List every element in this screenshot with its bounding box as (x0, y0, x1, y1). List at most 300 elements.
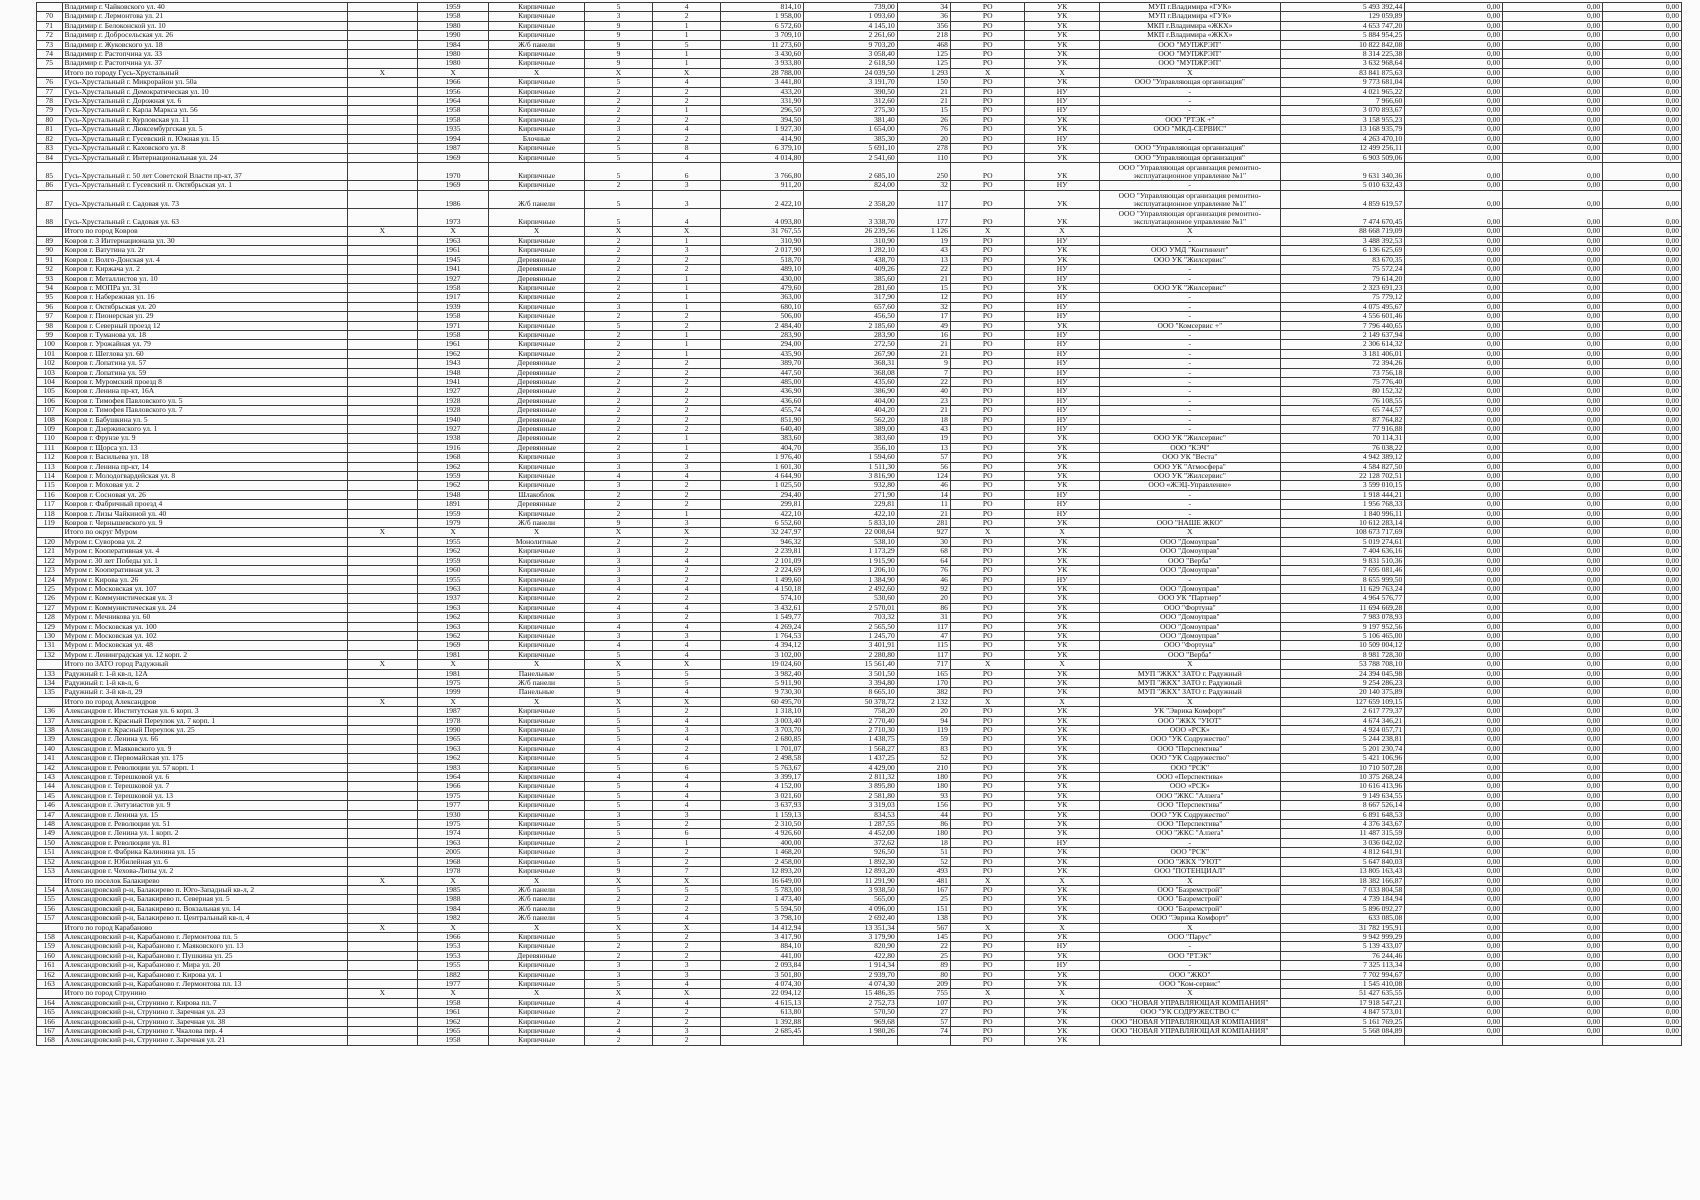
floor-count-cell: 5 (584, 914, 652, 923)
cost-col-2-cell: 0,00 (1503, 1027, 1603, 1036)
housing-register-table (36, 2, 1682, 1046)
entrance-count-cell: X (653, 697, 721, 706)
fund-method-cell: РО (950, 144, 1024, 153)
group-marker-cell (347, 885, 417, 894)
group-marker-cell (347, 791, 417, 800)
table-row (37, 265, 1682, 274)
entrance-count-cell: 1 (653, 509, 721, 518)
total-area-cell: 3 501,80 (721, 970, 804, 979)
wall-material-cell: Ж/б панели (489, 40, 585, 49)
cost-col-3-cell: 0,00 (1603, 584, 1682, 593)
management-organization-cell: МКП г.Владимира «ЖКХ» (1099, 21, 1280, 30)
residential-area-cell: 3 338,70 (804, 209, 898, 227)
floor-count-cell: 3 (584, 556, 652, 565)
management-organization-cell: МУП "ЖКХ" ЗАТО г. Радужный (1099, 688, 1280, 697)
floor-count-cell: 3 (584, 302, 652, 311)
build-year-cell: 1965 (417, 735, 488, 744)
total-area-cell: 6 552,60 (721, 519, 804, 528)
floor-count-cell: 9 (584, 40, 652, 49)
cost-col-3-cell: 0,00 (1603, 744, 1682, 753)
cost-col-1-cell: 0,00 (1405, 697, 1503, 706)
cost-col-3-cell: 0,00 (1603, 396, 1682, 405)
repair-cost-cell: 9 254 286,23 (1280, 678, 1404, 687)
register-rows (37, 3, 1682, 1046)
wall-material-cell: X (489, 876, 585, 885)
cost-col-1-cell: 0,00 (1405, 12, 1503, 21)
total-area-cell: 3 021,60 (721, 791, 804, 800)
wall-material-cell: Деревянные (489, 500, 585, 509)
cost-col-2-cell: 0,00 (1503, 688, 1603, 697)
cost-col-1-cell: 0,00 (1405, 144, 1503, 153)
repair-cost-cell: 9 149 634,55 (1280, 791, 1404, 800)
fund-method-cell: РО (950, 59, 1024, 68)
table-row (37, 1017, 1682, 1026)
fund-method-cell: X (950, 68, 1024, 77)
residential-area-cell: 368,31 (804, 359, 898, 368)
table-row (37, 453, 1682, 462)
repair-cost-cell: 4 653 747,20 (1280, 21, 1404, 30)
house-address-cell: Ковров г. Октябрьская ул. 20 (62, 302, 347, 311)
cost-col-2-cell: 0,00 (1503, 519, 1603, 528)
fund-method-cell: РО (950, 1008, 1024, 1017)
group-marker-cell (347, 613, 417, 622)
entrance-count-cell: 3 (653, 970, 721, 979)
residential-area-cell: 3 191,70 (804, 78, 898, 87)
table-row (37, 631, 1682, 640)
house-address-cell: Александров г. Ленина ул. 66 (62, 735, 347, 744)
cost-col-1-cell: 0,00 (1405, 801, 1503, 810)
residential-area-cell: 409,26 (804, 265, 898, 274)
cost-col-2-cell: 0,00 (1503, 396, 1603, 405)
repair-cost-cell: 1 840 996,11 (1280, 509, 1404, 518)
cost-col-3-cell: 0,00 (1603, 368, 1682, 377)
entrance-count-cell: 2 (653, 1036, 721, 1045)
residential-area-cell: 386,90 (804, 387, 898, 396)
resident-count-cell: 11 (897, 500, 950, 509)
house-address-cell: Ковров г. Молодогвардейская ул. 8 (62, 472, 347, 481)
repair-cost-cell: 4 859 619,57 (1280, 190, 1404, 208)
wall-material-cell: Ж/б панели (489, 678, 585, 687)
fund-method-cell: РО (950, 942, 1024, 951)
residential-area-cell: 438,70 (804, 255, 898, 264)
management-organization-cell: ООО "УК СОДРУЖЕСТВО С" (1099, 1008, 1280, 1017)
floor-count-cell: 5 (584, 754, 652, 763)
house-address-cell: Муром г. Коммунистическая ул. 3 (62, 594, 347, 603)
floor-count-cell: 2 (584, 106, 652, 115)
build-year-cell: 1999 (417, 688, 488, 697)
house-address-cell: Ковров г. Лопатина ул. 57 (62, 359, 347, 368)
cost-col-1-cell: 0,00 (1405, 707, 1503, 716)
resident-count-cell: 180 (897, 782, 950, 791)
table-row (37, 190, 1682, 208)
build-year-cell: 1994 (417, 134, 488, 143)
residential-area-cell: 1 568,27 (804, 744, 898, 753)
management-organization-cell: X (1099, 697, 1280, 706)
fund-method-cell: РО (950, 650, 1024, 659)
group-marker-cell (347, 330, 417, 339)
management-organization-cell: ООО "Верба" (1099, 556, 1280, 565)
resident-count-cell: 89 (897, 961, 950, 970)
floor-count-cell: 2 (584, 340, 652, 349)
wall-material-cell: Кирпичные (489, 1027, 585, 1036)
management-organization-cell: ООО "Управляющая организация" (1099, 78, 1280, 87)
table-row (37, 603, 1682, 612)
floor-count-cell: 5 (584, 791, 652, 800)
floor-count-cell: 5 (584, 885, 652, 894)
row-number-cell: 125 (37, 584, 63, 593)
management-type-cell: УК (1025, 754, 1099, 763)
group-marker-cell (347, 387, 417, 396)
resident-count-cell: 64 (897, 556, 950, 565)
row-number-cell: 154 (37, 885, 63, 894)
management-organization-cell: ООО «РСК» (1099, 726, 1280, 735)
residential-area-cell: 834,53 (804, 810, 898, 819)
cost-col-1-cell: 0,00 (1405, 274, 1503, 283)
cost-col-3-cell: 0,00 (1603, 613, 1682, 622)
management-type-cell: X (1025, 989, 1099, 998)
repair-cost-cell: 24 394 045,98 (1280, 669, 1404, 678)
cost-col-3-cell: 0,00 (1603, 21, 1682, 30)
cost-col-3-cell: 0,00 (1603, 302, 1682, 311)
build-year-cell: 1981 (417, 650, 488, 659)
build-year-cell: 1969 (417, 181, 488, 190)
floor-count-cell: 2 (584, 500, 652, 509)
row-number-cell: 71 (37, 21, 63, 30)
cost-col-2-cell: 0,00 (1503, 754, 1603, 763)
house-address-cell: Гусь-Хрустальный г. Гусевский п. Октябрьская ул. 1 (62, 181, 347, 190)
fund-method-cell: РО (950, 78, 1024, 87)
cost-col-1-cell: 0,00 (1405, 782, 1503, 791)
repair-cost-cell: 4 556 601,46 (1280, 312, 1404, 321)
management-type-cell: УК (1025, 59, 1099, 68)
table-row (37, 1036, 1682, 1045)
total-area-cell: 4 394,12 (721, 641, 804, 650)
fund-method-cell: РО (950, 547, 1024, 556)
cost-col-2-cell: 0,00 (1503, 537, 1603, 546)
cost-col-1-cell: 0,00 (1405, 246, 1503, 255)
resident-count-cell: 7 (897, 368, 950, 377)
cost-col-1-cell: 0,00 (1405, 434, 1503, 443)
management-organization-cell: ООО "Перспектива" (1099, 744, 1280, 753)
cost-col-1-cell: 0,00 (1405, 848, 1503, 857)
resident-count-cell: 59 (897, 735, 950, 744)
total-area-cell: 1 468,20 (721, 848, 804, 857)
build-year-cell: 1962 (417, 547, 488, 556)
residential-area-cell: 1 892,30 (804, 857, 898, 866)
total-area-cell: 680,10 (721, 302, 804, 311)
floor-count-cell: 2 (584, 283, 652, 292)
cost-col-3-cell: 0,00 (1603, 236, 1682, 245)
floor-count-cell: 5 (584, 735, 652, 744)
house-address-cell: Ковров г. Лопатина ул. 59 (62, 368, 347, 377)
build-year-cell: 1984 (417, 40, 488, 49)
fund-method-cell: РО (950, 857, 1024, 866)
management-type-cell: УК (1025, 537, 1099, 546)
management-organization-cell: ООО "Домоуправ" (1099, 584, 1280, 593)
cost-col-1-cell: 0,00 (1405, 838, 1503, 847)
total-area-cell: 2 101,09 (721, 556, 804, 565)
management-type-cell: УК (1025, 829, 1099, 838)
subtotal-row (37, 923, 1682, 932)
management-type-cell: НУ (1025, 302, 1099, 311)
cost-col-3-cell: 0,00 (1603, 349, 1682, 358)
cost-col-1-cell: 0,00 (1405, 584, 1503, 593)
total-area-cell: 436,60 (721, 396, 804, 405)
row-number-cell: 130 (37, 631, 63, 640)
build-year-cell: 1882 (417, 970, 488, 979)
management-type-cell: УК (1025, 970, 1099, 979)
cost-col-1-cell: 0,00 (1405, 115, 1503, 124)
management-organization-cell: ООО "НОВАЯ УПРАВЛЯЮЩАЯ КОМПАНИЯ" (1099, 998, 1280, 1007)
wall-material-cell: Ж/б панели (489, 904, 585, 913)
build-year-cell: 1945 (417, 255, 488, 264)
wall-material-cell: Монолитные (489, 537, 585, 546)
residential-area-cell: 2 358,20 (804, 190, 898, 208)
cost-col-1-cell: 0,00 (1405, 914, 1503, 923)
wall-material-cell: Деревянные (489, 434, 585, 443)
resident-count-cell: 717 (897, 660, 950, 669)
cost-col-3-cell: 0,00 (1603, 12, 1682, 21)
wall-material-cell: Кирпичные (489, 472, 585, 481)
total-area-cell: 400,00 (721, 838, 804, 847)
management-type-cell: УК (1025, 584, 1099, 593)
cost-col-3-cell: 0,00 (1603, 848, 1682, 857)
residential-area-cell: 2 685,10 (804, 162, 898, 180)
repair-cost-cell: 10 509 004,12 (1280, 641, 1404, 650)
cost-col-3-cell: 0,00 (1603, 153, 1682, 162)
table-row (37, 857, 1682, 866)
group-marker-cell (347, 932, 417, 941)
table-row (37, 31, 1682, 40)
management-organization-cell: X (1099, 528, 1280, 537)
residential-area-cell: 2 565,50 (804, 622, 898, 631)
cost-col-1-cell: 0,00 (1405, 942, 1503, 951)
row-number-cell: 95 (37, 293, 63, 302)
management-organization-cell: МУП г.Владимира «ГУК» (1099, 12, 1280, 21)
entrance-count-cell: 2 (653, 396, 721, 405)
house-address-cell: Александровский р-н, Струнино г. Заречная ул. 38 (62, 1017, 347, 1026)
management-organization-cell: МУП "ЖКХ" ЗАТО г. Радужный (1099, 669, 1280, 678)
entrance-count-cell: 2 (653, 415, 721, 424)
management-type-cell: X (1025, 876, 1099, 885)
repair-cost-cell: 75 776,40 (1280, 377, 1404, 386)
group-marker-cell: X (347, 876, 417, 885)
row-number-cell: 108 (37, 415, 63, 424)
fund-method-cell: X (950, 528, 1024, 537)
table-row (37, 716, 1682, 725)
repair-cost-cell: 10 822 842,08 (1280, 40, 1404, 49)
house-address-cell: Александров г. Фабрика Калинина ул. 15 (62, 848, 347, 857)
total-area-cell: 3 703,70 (721, 726, 804, 735)
management-organization-cell: ООО "Управляющая организация ремонтно-эксплуатационное управление №1" (1099, 209, 1280, 227)
resident-count-cell: 31 (897, 613, 950, 622)
house-address-cell: Александровский р-н, Карабаново г. Кирова ул. 1 (62, 970, 347, 979)
management-organization-cell: - (1099, 340, 1280, 349)
floor-count-cell: 5 (584, 153, 652, 162)
entrance-count-cell: 1 (653, 434, 721, 443)
cost-col-3-cell: 0,00 (1603, 68, 1682, 77)
resident-count-cell: 26 (897, 115, 950, 124)
cost-col-2-cell: 0,00 (1503, 490, 1603, 499)
resident-count-cell: 927 (897, 528, 950, 537)
repair-cost-cell: 22 128 702,51 (1280, 472, 1404, 481)
house-address-cell: Ковров г. Волго-Донская ул. 4 (62, 255, 347, 264)
entrance-count-cell: 2 (653, 848, 721, 857)
floor-count-cell: 5 (584, 209, 652, 227)
group-marker-cell (347, 820, 417, 829)
floor-count-cell: 2 (584, 396, 652, 405)
table-row (37, 707, 1682, 716)
residential-area-cell: 657,60 (804, 302, 898, 311)
repair-cost-cell: 5 139 433,07 (1280, 942, 1404, 951)
cost-col-1-cell: 0,00 (1405, 68, 1503, 77)
cost-col-2-cell: 0,00 (1503, 31, 1603, 40)
table-row (37, 59, 1682, 68)
repair-cost-cell: 3 488 392,53 (1280, 236, 1404, 245)
cost-col-1-cell: 0,00 (1405, 613, 1503, 622)
cost-col-3-cell: 0,00 (1603, 181, 1682, 190)
management-organization-cell: ООО "МКД-СЕРВИС" (1099, 125, 1280, 134)
group-marker-cell: X (347, 697, 417, 706)
cost-col-3-cell: 0,00 (1603, 631, 1682, 640)
entrance-count-cell: 4 (653, 603, 721, 612)
fund-method-cell: РО (950, 236, 1024, 245)
management-type-cell: УК (1025, 566, 1099, 575)
build-year-cell: 1941 (417, 377, 488, 386)
wall-material-cell: Блочные (489, 134, 585, 143)
fund-method-cell: РО (950, 867, 1024, 876)
total-area-cell: 394,50 (721, 115, 804, 124)
cost-col-1-cell: 0,00 (1405, 961, 1503, 970)
wall-material-cell: Кирпичные (489, 153, 585, 162)
management-organization-cell: - (1099, 134, 1280, 143)
management-type-cell: УК (1025, 434, 1099, 443)
total-area-cell: 3 798,10 (721, 914, 804, 923)
residential-area-cell: 12 893,20 (804, 867, 898, 876)
entrance-count-cell: 4 (653, 914, 721, 923)
build-year-cell: 1943 (417, 359, 488, 368)
cost-col-2-cell: 0,00 (1503, 134, 1603, 143)
floor-count-cell: 3 (584, 125, 652, 134)
management-type-cell: УК (1025, 979, 1099, 988)
repair-cost-cell: 12 499 256,11 (1280, 144, 1404, 153)
floor-count-cell: 5 (584, 190, 652, 208)
management-organization-cell: - (1099, 377, 1280, 386)
group-marker-cell (347, 481, 417, 490)
resident-count-cell: 34 (897, 3, 950, 12)
wall-material-cell: Кирпичные (489, 330, 585, 339)
table-row (37, 726, 1682, 735)
table-row (37, 396, 1682, 405)
table-row (37, 594, 1682, 603)
total-area-cell: 4 615,13 (721, 998, 804, 1007)
resident-count-cell: 356 (897, 21, 950, 30)
residential-area-cell: 383,60 (804, 434, 898, 443)
cost-col-2-cell: 0,00 (1503, 660, 1603, 669)
row-number-cell: 140 (37, 744, 63, 753)
residential-area-cell: 372,62 (804, 838, 898, 847)
cost-col-2-cell: 0,00 (1503, 209, 1603, 227)
house-address-cell: Александровский р-н, Карабаново г. Пушкина ул. 25 (62, 951, 347, 960)
resident-count-cell: 68 (897, 547, 950, 556)
subtotal-row (37, 227, 1682, 236)
management-organization-cell: - (1099, 181, 1280, 190)
build-year-cell: 1977 (417, 801, 488, 810)
build-year-cell: 1958 (417, 115, 488, 124)
total-area-cell: 3 766,80 (721, 162, 804, 180)
fund-method-cell: РО (950, 21, 1024, 30)
repair-cost-cell: 8 314 225,38 (1280, 50, 1404, 59)
total-area-cell: 1 927,30 (721, 125, 804, 134)
repair-cost-cell: 10 710 507,28 (1280, 763, 1404, 772)
cost-col-3-cell: 0,00 (1603, 115, 1682, 124)
management-type-cell: УК (1025, 321, 1099, 330)
group-marker-cell (347, 236, 417, 245)
cost-col-3-cell: 0,00 (1603, 782, 1682, 791)
group-marker-cell (347, 359, 417, 368)
entrance-count-cell: 2 (653, 942, 721, 951)
total-area-cell: 430,00 (721, 274, 804, 283)
row-number-cell: 101 (37, 349, 63, 358)
cost-col-2-cell: 0,00 (1503, 810, 1603, 819)
total-area-cell: 2 680,85 (721, 735, 804, 744)
floor-count-cell: 2 (584, 293, 652, 302)
build-year-cell: X (417, 227, 488, 236)
total-area-cell: 2 239,81 (721, 547, 804, 556)
management-type-cell: УК (1025, 914, 1099, 923)
total-area-cell: 294,40 (721, 490, 804, 499)
table-row (37, 406, 1682, 415)
management-type-cell: НУ (1025, 490, 1099, 499)
entrance-count-cell: 2 (653, 613, 721, 622)
fund-method-cell: РО (950, 377, 1024, 386)
floor-count-cell: 9 (584, 904, 652, 913)
row-number-cell: 121 (37, 547, 63, 556)
build-year-cell: 1958 (417, 330, 488, 339)
cost-col-3-cell: 0,00 (1603, 1017, 1682, 1026)
residential-area-cell: 565,00 (804, 895, 898, 904)
repair-cost-cell: 7 695 081,46 (1280, 566, 1404, 575)
group-marker-cell (347, 904, 417, 913)
cost-col-3-cell: 0,00 (1603, 791, 1682, 800)
build-year-cell: 1981 (417, 669, 488, 678)
table-row (37, 556, 1682, 565)
resident-count-cell: 14 (897, 490, 950, 499)
cost-col-1-cell: 0,00 (1405, 97, 1503, 106)
fund-method-cell: РО (950, 537, 1024, 546)
wall-material-cell: Кирпичные (489, 810, 585, 819)
fund-method-cell: РО (950, 773, 1024, 782)
management-type-cell: УК (1025, 1017, 1099, 1026)
management-organization-cell: ООО "Перспектива" (1099, 820, 1280, 829)
wall-material-cell: Кирпичные (489, 349, 585, 358)
cost-col-1-cell: 0,00 (1405, 744, 1503, 753)
repair-cost-cell: 11 694 669,28 (1280, 603, 1404, 612)
row-number-cell: 94 (37, 283, 63, 292)
entrance-count-cell: 2 (653, 134, 721, 143)
floor-count-cell: 5 (584, 801, 652, 810)
floor-count-cell: 5 (584, 3, 652, 12)
row-number-cell: 116 (37, 490, 63, 499)
management-organization-cell: ООО "НОВАЯ УПРАВЛЯЮЩАЯ КОМПАНИЯ" (1099, 1017, 1280, 1026)
management-organization-cell: - (1099, 942, 1280, 951)
repair-cost-cell: 10 616 413,96 (1280, 782, 1404, 791)
management-organization-cell: X (1099, 989, 1280, 998)
total-area-cell: 3 982,40 (721, 669, 804, 678)
house-address-cell: Итого по городу Гусь-Хрустальный (62, 68, 347, 77)
row-number-cell: 123 (37, 566, 63, 575)
table-row (37, 820, 1682, 829)
